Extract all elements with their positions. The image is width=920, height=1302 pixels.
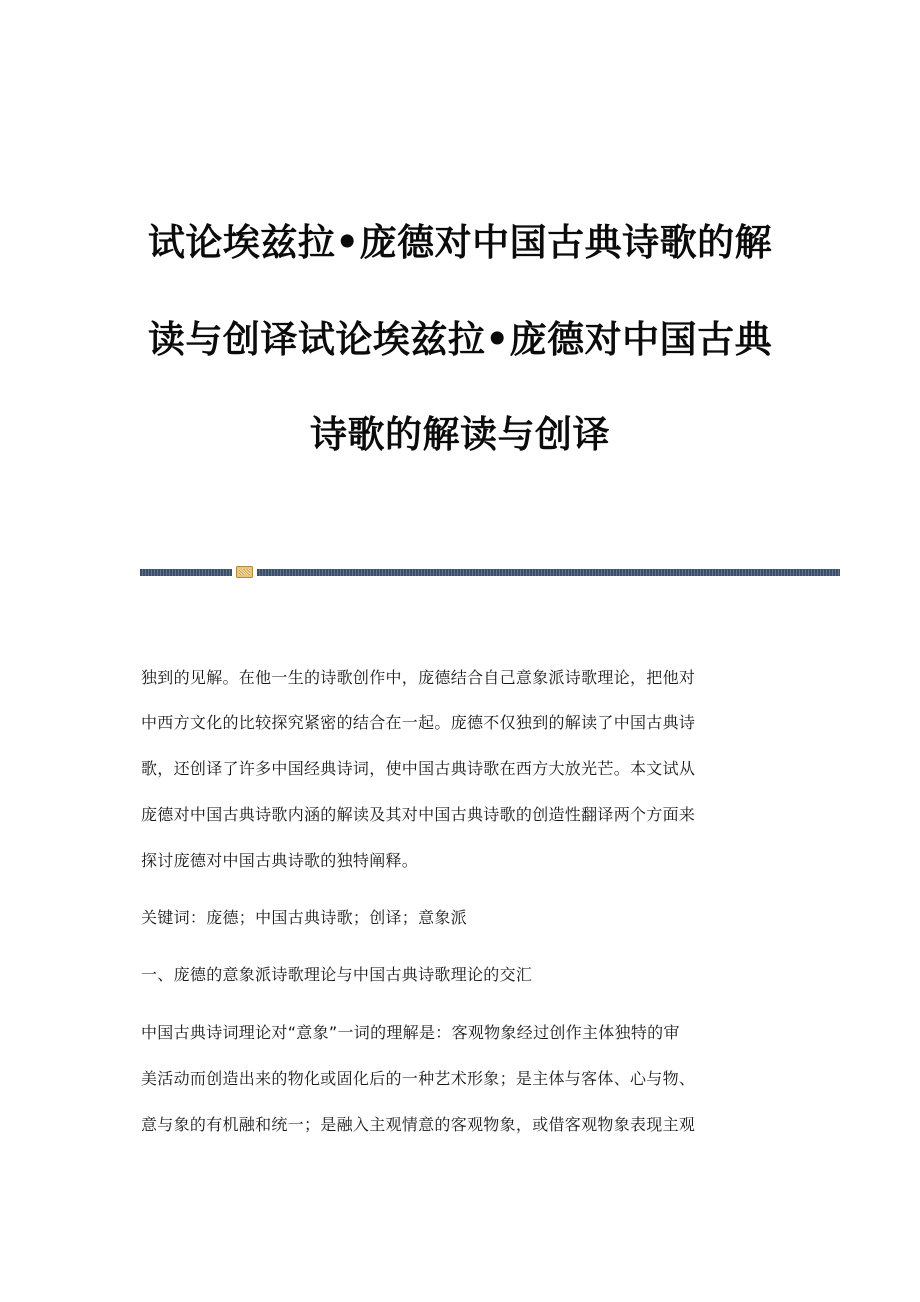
document-title-line-3: 诗歌的解读与创译 <box>310 412 610 456</box>
abstract-line: 独到的见解。在他一生的诗歌创作中，庞德结合自己意象派诗歌理论，把他对 <box>141 668 696 687</box>
section-paragraph-line: 意与象的有机融和统一；是融入主观情意的客观物象，或借客观物象表现主观 <box>141 1115 696 1134</box>
abstract-line: 探讨庞德对中国古典诗歌的独特阐释。 <box>141 851 419 870</box>
document-title-line-1: 试论埃兹拉•庞德对中国古典诗歌的解 <box>147 220 773 264</box>
abstract-line: 庞德对中国古典诗歌内涵的解读及其对中国古典诗歌的创造性翻译两个方面来 <box>141 805 696 824</box>
section-paragraph-line: 中国古典诗词理论对“意象”一词的理解是：客观物象经过创作主体独特的审 <box>141 1023 680 1042</box>
divider-bar-right <box>257 569 840 576</box>
abstract-line: 中西方文化的比较探究紧密的结合在一起。庞德不仅独到的解读了中国古典诗 <box>141 713 696 732</box>
title-divider <box>140 565 840 579</box>
document-title-line-2: 读与创译试论埃兹拉•庞德对中国古典 <box>147 317 773 361</box>
section-heading: 一、庞德的意象派诗歌理论与中国古典诗歌理论的交汇 <box>141 965 533 984</box>
divider-bar-left <box>140 569 232 576</box>
decorative-ornament-icon <box>236 566 253 578</box>
keywords-line: 关键词：庞德；中国古典诗歌；创译；意象派 <box>141 908 468 927</box>
abstract-line: 歌，还创译了许多中国经典诗词，使中国古典诗歌在西方大放光芒。本文试从 <box>141 759 696 778</box>
section-paragraph-line: 美活动而创造出来的物化或固化后的一种艺术形象；是主体与客体、心与物、 <box>141 1069 696 1088</box>
